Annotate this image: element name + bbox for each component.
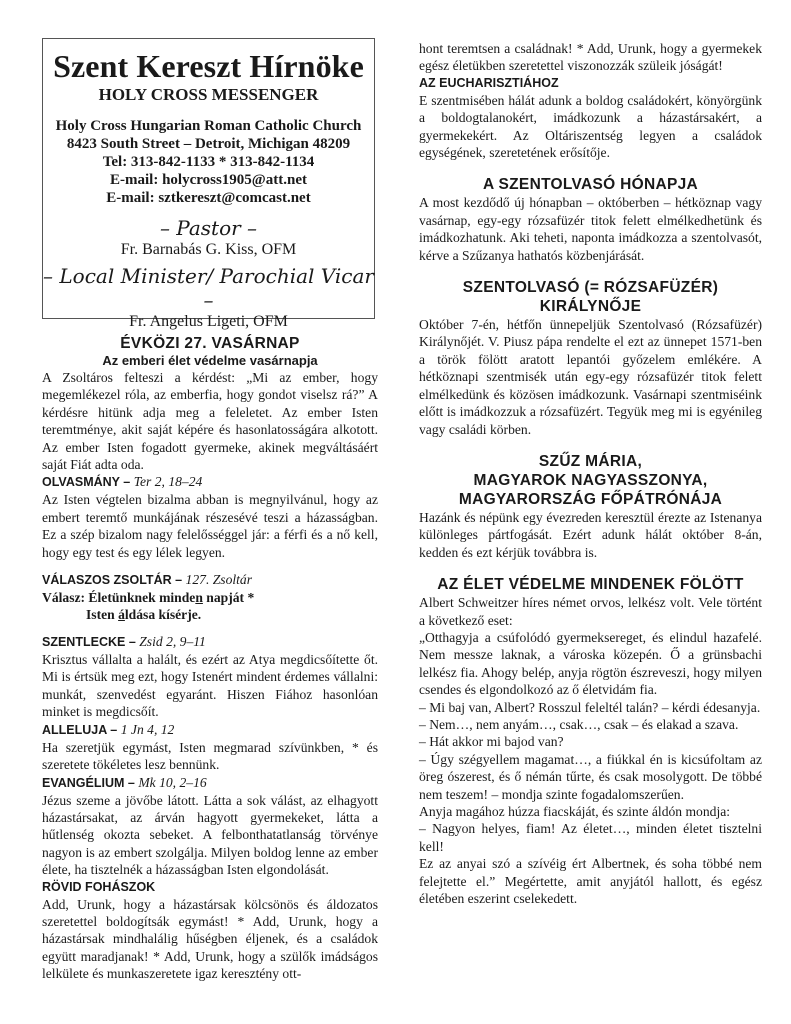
life-paragraph-5: – Hát akkor mi bajod van? xyxy=(419,734,564,750)
church-email-2: E-mail: sztkereszt@comcast.net xyxy=(106,190,311,206)
masthead-box xyxy=(42,38,375,330)
reading1-label: OLVASMÁNY xyxy=(42,475,120,490)
life-paragraph-4: – Nem…, nem anyám…, csak…, csak – és elakad a szava. xyxy=(419,716,739,732)
prayers-text: Add, Urunk, hogy a házastársak kölcsönös és áldozatos szeretettel boldogítsák egymást! * Add, Urunk, hogy a házastársak mindhalálig hűségben éljenek, és a családok együtt maradjanak! * Add, Urunk, hogy a szülők imádságos lelkülete és munkaszeretete igaz keresztény ott- xyxy=(42,896,378,982)
reading2-text: Krisztus vállalta a halált, és ezért az Atya megdicsőítette őt. Mi is értsük meg ezt, hogy Istenért mindent érdemes vállalni: munkát, szenvedést egyaránt. Hiszen Fiához hasonlóan minket is megdicsőít. xyxy=(42,652,378,720)
life-paragraph-3: – Mi baj van, Albert? Rosszul feleltél talán? – kérdi édesanyja. xyxy=(419,699,761,715)
response-underlined-1: n xyxy=(195,590,203,606)
psalm-heading: VÁLASZOS ZSOLTÁR – 127. Zsoltár xyxy=(42,572,253,588)
reading2-ref: Zsid 2, 9–11 xyxy=(139,634,206,650)
response-text-d: ldása kísérje. xyxy=(124,607,202,623)
gospel-text: Jézus szeme a jövőbe látott. Látta a sok válást, az elhagyott házastársakat, az árván hagyott gyermekeket, látta a hűtlenség okozta sebeket. A felbonthatatlanság törvénye nagyon is az embert szolgálja. Milyen boldog lenne az ember élete, ha tisztelnék a házasságban Isten elgondolását. xyxy=(42,792,378,878)
prayers-continued: hont teremtsen a családnak! * Add, Urunk, hogy a gyermekek egész életükben szeretettel viszonozzák szüleik jóságát! xyxy=(419,41,762,74)
reading2-label: SZENTLECKE xyxy=(42,635,126,650)
prayers-heading: RÖVID FOHÁSZOK xyxy=(42,879,156,894)
rosary-month-text: A most kezdődő új hónapban – októberben – hétköznap vagy vasárnap, egy-egy rózsafüzér titok felett elmélkedhetünk és imádkozhatunk. Aki teheti, naponta imádkozza a szentolvasót, kérve a Szűzanya hathatós közbenjárását. xyxy=(419,195,762,263)
eucharist-text: E szentmisében hálát adunk a boldog családokért, könyörgünk a boldogtalanokért, imádkozunk a házastársakért, a gyermekekért. Az Oltáriszentség legyen a családok egységének, szeretetének erősítője. xyxy=(419,92,762,161)
response-underlined-2: á xyxy=(118,607,125,623)
rosary-month-title: A SZENTOLVASÓ HÓNAPJA xyxy=(483,176,698,194)
pastor-name: Fr. Barnabás G. Kiss, OFM xyxy=(120,241,297,258)
vicar-name: Fr. Angelus Ligeti, OFM xyxy=(129,313,288,330)
alleluia-label: ALLELUJA xyxy=(42,722,107,737)
life-paragraph-8: – Nagyon helyes, fiam! Az életet…, minden életet tisztelni kell! xyxy=(419,821,762,854)
rosary-queen-text: Október 7-én, hétfőn ünnepeljük Szentolvasó (Rózsafüzér) Királynőjét. V. Piusz pápa rendelte el ezt az ünnepet 1571-ben a török fölött aratott lepantói győzelem emlékére. A hétköznapi szentmisék után egy-egy rózsafüzér titok felett elmélkedünk és közösen imádkozunk. Vasárnapi szentmiséink előtt is imádkozzuk a rózsafüzért. Tegyük meg mi is egyénileg vagy családi körben. xyxy=(419,317,762,437)
gospel-ref: Mk 10, 2–16 xyxy=(138,774,207,790)
church-address: 8423 South Street – Detroit, Michigan 48209 xyxy=(66,136,351,152)
reading1-heading: OLVASMÁNY – Ter 2, 18–24 xyxy=(42,474,203,490)
psalm-ref: 127. Zsoltár xyxy=(185,572,253,588)
newsletter-subtitle: HOLY CROSS MESSENGER xyxy=(98,85,319,104)
intro-paragraph: A Zsoltáros felteszi a kérdést: „Mi az ember, hogy megemlékezel róla, az emberfia, hogy gondot viselsz rá?” A kérdésre hitünk adja meg a feleletet. Az ember Isten teremtménye, akit saját képére és hasonlatosságára alkotott. Az ember Isten fogadott gyermeke, akinek megváltásáért saját Fiát adta oda. xyxy=(42,370,378,473)
life-paragraph-6: – Úgy szégyellem magamat…, a fiúkkal én is kicsúfoltam az öreg ószerest, és ő némán tűrte, és csak mosolygott. De többé nem teszem! – mondja szinte fogadalomszerűen. xyxy=(419,751,762,802)
mary-title-3: MAGYARORSZÁG FŐPÁTRÓNÁJA xyxy=(458,490,723,508)
reading1-ref: Ter 2, 18–24 xyxy=(133,474,203,490)
psalm-label: VÁLASZOS ZSOLTÁR xyxy=(42,573,172,588)
eucharist-heading: AZ EUCHARISZTIÁHOZ xyxy=(419,75,559,90)
right-column xyxy=(419,40,762,907)
psalm-response-line2 xyxy=(42,606,378,623)
rosary-queen-title-2: KIRÁLYNŐJE xyxy=(539,298,642,316)
sunday-title: ÉVKÖZI 27. VASÁRNAP xyxy=(120,335,300,352)
pastor-role: – Pastor – xyxy=(159,216,258,240)
newsletter-title: Szent Kereszt Hírnöke xyxy=(53,48,364,84)
life-paragraph-9: Ez az anyai szó a szívéig ért Albertnek, és soha többé nem felejtette el.” Megértette, amit anyjától hallott, és egész életében eszerint cselekedett. xyxy=(419,856,762,907)
response-text-a: Válasz: Életünknek minde xyxy=(42,590,196,606)
church-email-1: E-mail: holycross1905@att.net xyxy=(110,172,307,188)
mary-title-2: MAGYAROK NAGYASSZONYA, xyxy=(473,471,708,489)
response-text-b: napját * xyxy=(202,590,255,606)
gospel-label: EVANGÉLIUM xyxy=(42,775,125,790)
sunday-subtitle: Az emberi élet védelme vasárnapja xyxy=(102,353,318,368)
church-phone: Tel: 313-842-1133 * 313-842-1134 xyxy=(102,154,315,170)
response-text-c: Isten xyxy=(86,607,119,623)
mary-text: Hazánk és népünk egy évezreden keresztül érezte az Istenanya különleges pártfogását. Ezért adunk hálát október 8-án, kedden és ezt kérjük továbbra is. xyxy=(419,509,762,560)
church-name: Holy Cross Hungarian Roman Catholic Church xyxy=(55,118,362,134)
psalm-response-line1 xyxy=(42,589,378,606)
alleluia-ref: 1 Jn 4, 12 xyxy=(120,721,175,737)
life-paragraph-2: „Otthagyja a csúfolódó gyermeksereget, és elindul hazafelé. Nem messze laknak, a városka közepén. Ő a grünsbachi lelkész fia. Ahogy belép, anyja rögtön észreveszi, hogy milyen csendes és elgondolkozó az ő életvidám fia. xyxy=(419,629,762,698)
rosary-queen-title-1: SZENTOLVASÓ (= RÓZSAFÜZÉR) xyxy=(462,279,719,297)
mary-title-1: SZŰZ MÁRIA, xyxy=(538,452,643,470)
life-paragraph-7: Anyja magához húzza fiacskáját, és szinte áldón mondja: xyxy=(419,804,731,819)
reading1-text: Az Isten végtelen bizalma abban is megnyilvánul, hogy az embert teremtő munkájának részesévé teszi a házasságban. Ez a szép bizalom nagy felelősséggel jár: a férfi és a nő kell, hogy egy test és egy lélek legyen. xyxy=(42,492,378,560)
alleluia-text: Ha szeretjük egymást, Isten megmarad szívünkben, * és szeretete tökéletes lesz bennünk. xyxy=(42,739,378,773)
gospel-heading: EVANGÉLIUM – Mk 10, 2–16 xyxy=(42,774,207,790)
reading2-heading: SZENTLECKE – Zsid 2, 9–11 xyxy=(42,634,206,650)
alleluia-heading: ALLELUJA – 1 Jn 4, 12 xyxy=(42,721,175,737)
life-title: AZ ÉLET VÉDELME MINDENEK FÖLÖTT xyxy=(437,576,744,594)
left-column xyxy=(42,334,378,983)
vicar-role: – Local Minister/ Parochial Vicar – xyxy=(43,264,374,312)
life-paragraph-1: Albert Schweitzer híres német orvos, lelkész volt. Vele történt a következő eset: xyxy=(419,595,762,628)
